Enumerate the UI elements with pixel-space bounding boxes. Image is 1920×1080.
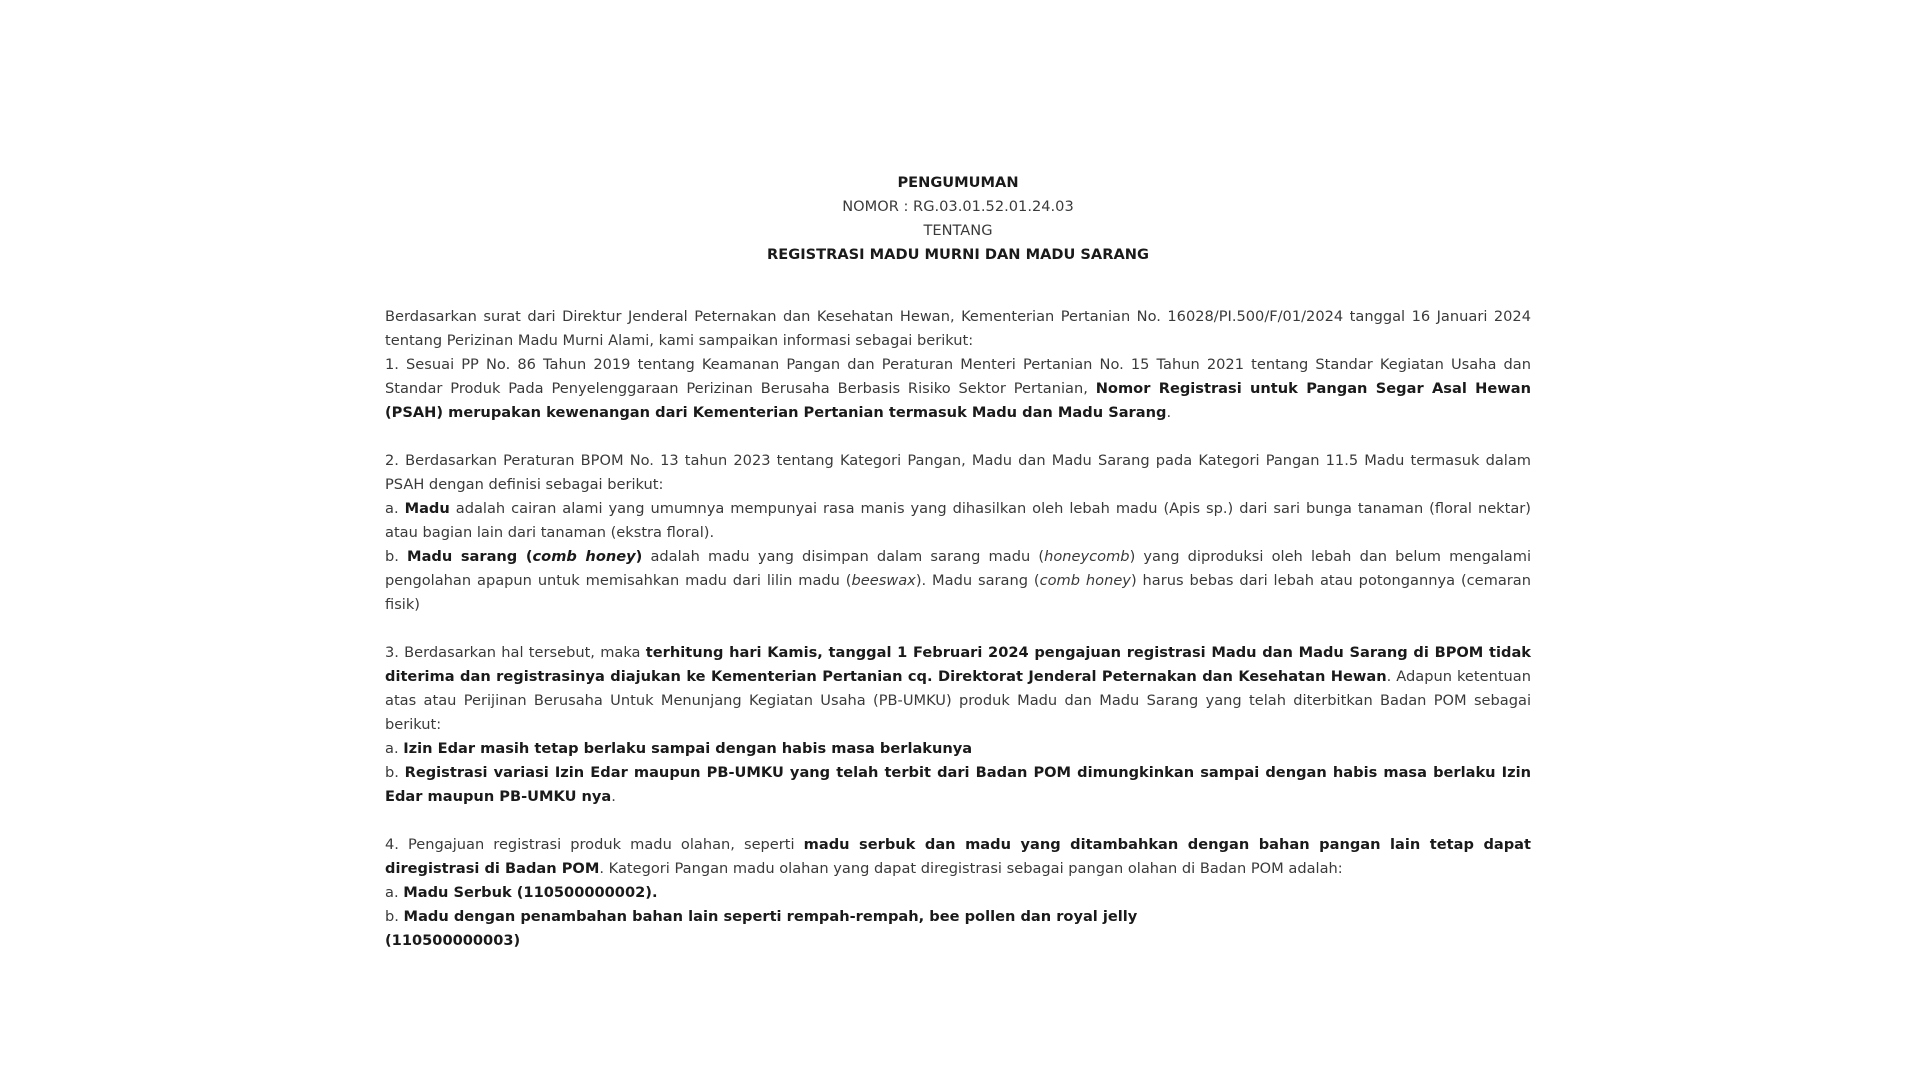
point-2-b-term-1: Madu sarang ( <box>407 548 533 565</box>
point-1-text: 1. Sesuai PP No. 86 Tahun 2019 tentang Keamanan Pangan dan Peraturan Menteri Pertanian No. 15 Tahun 2021 tentang Standar Kegiatan Usaha dan Standar Produk Pada Penyelenggaraan Perizinan Berusaha Berbasis Risiko Sektor Pertanian, <box>385 356 1531 397</box>
point-2-b-text-4: ) harus bebas dari lebah atau potongannya (cemaran fisik) <box>385 572 1531 613</box>
point-4-a <box>385 881 1531 905</box>
point-4-b-prefix: b. <box>385 908 404 925</box>
point-3-b-prefix: b. <box>385 764 405 781</box>
point-2-b-text-1: adalah madu yang disimpan dalam sarang madu ( <box>642 548 1045 565</box>
point-4-b-code-text: (110500000003) <box>385 932 521 949</box>
point-2-b-term-2: ) <box>635 548 643 565</box>
point-3-a-prefix: a. <box>385 740 404 757</box>
point-4-bold: madu serbuk dan madu yang ditambahkan dengan bahan pangan lain tetap dapat diregistrasi di Badan POM <box>385 836 1532 877</box>
point-2-a-prefix: a. <box>385 500 405 517</box>
announcement-number: NOMOR : RG.03.01.52.01.24.03 <box>842 198 1074 215</box>
announcement-body <box>385 305 1531 953</box>
announcement-about: TENTANG <box>923 222 993 239</box>
point-2-a-term: Madu <box>404 500 450 517</box>
point-2-b-italic-3: comb honey <box>1039 572 1131 589</box>
intro-paragraph: Berdasarkan surat dari Direktur Jenderal Peternakan dan Kesehatan Hewan, Kementerian Pertanian No. 16028/PI.500/F/01/2024 tanggal 16 Januari 2024 tentang Perizinan Madu Murni Alami, kami sampaikan informasi sebagai berikut: <box>385 308 1531 349</box>
point-1 <box>385 353 1531 425</box>
announcement-document <box>385 171 1531 953</box>
point-4-text-2: . Kategori Pangan madu olahan yang dapat diregistrasi sebagai pangan olahan di Badan POM adalah: <box>599 860 1343 877</box>
point-1-bold: Nomor Registrasi untuk Pangan Segar Asal Hewan (PSAH) merupakan kewenangan dari Kementerian Pertanian termasuk Madu dan Madu Sarang <box>385 380 1531 421</box>
point-3-a-bold: Izin Edar masih tetap berlaku sampai dengan habis masa berlakunya <box>403 740 973 757</box>
point-3-b-bold: Registrasi variasi Izin Edar maupun PB-UMKU yang telah terbit dari Badan POM dimungkinkan sampai dengan habis masa berlaku Izin Edar maupun PB-UMKU nya <box>385 764 1531 805</box>
point-4-b-code <box>385 929 1531 953</box>
announcement-header <box>385 171 1531 267</box>
point-3-bold: terhitung hari Kamis, tanggal 1 Februari 2024 pengajuan registrasi Madu dan Madu Sarang di BPOM tidak diterima dan registrasinya diajukan ke Kementerian Pertanian cq. Direktorat Jenderal Peternakan dan Kesehatan Hewan <box>385 644 1531 685</box>
point-2-b-italic-2: beeswax <box>851 572 916 589</box>
point-2-b-italic-1: honeycomb <box>1044 548 1130 565</box>
point-3-text-2: . Adapun ketentuan atas atau Perijinan Berusaha Untuk Menunjang Kegiatan Usaha (PB-UMKU) produk Madu dan Madu Sarang yang telah diterbitkan Badan POM sebagai berikut: <box>385 668 1531 733</box>
point-1-end: . <box>1166 404 1172 421</box>
point-4-a-prefix: a. <box>385 884 404 901</box>
point-3-text-1: 3. Berdasarkan hal tersebut, maka <box>385 644 646 661</box>
point-2-b-prefix: b. <box>385 548 408 565</box>
point-2-b-text-3: ). Madu sarang ( <box>915 572 1040 589</box>
point-4 <box>385 833 1531 881</box>
point-2-a <box>385 497 1531 545</box>
point-3-b <box>385 761 1531 809</box>
point-2-a-text: adalah cairan alami yang umumnya mempunyai rasa manis yang dihasilkan oleh lebah madu (Apis sp.) dari sari bunga tanaman (floral nektar) atau bagian lain dari tanaman (ekstra floral). <box>385 500 1531 541</box>
point-2-b-term <box>407 548 642 565</box>
point-4-b <box>385 905 1531 929</box>
point-3 <box>385 641 1531 737</box>
point-3-b-end: . <box>611 788 616 805</box>
announcement-subject: REGISTRASI MADU MURNI DAN MADU SARANG <box>767 246 1149 263</box>
point-2-b-text-2: ) yang diproduksi oleh lebah dan belum mengalami pengolahan apapun untuk memisahkan madu dari lilin madu ( <box>385 548 1531 589</box>
point-4-b-bold: Madu dengan penambahan bahan lain seperti rempah-rempah, bee pollen dan royal jelly <box>403 908 1138 925</box>
point-3-a <box>385 737 1531 761</box>
announcement-title: PENGUMUMAN <box>897 174 1019 191</box>
point-2: 2. Berdasarkan Peraturan BPOM No. 13 tahun 2023 tentang Kategori Pangan, Madu dan Madu Sarang pada Kategori Pangan 11.5 Madu termasuk dalam PSAH dengan definisi sebagai berikut: <box>385 452 1531 493</box>
point-2-b-term-italic: comb honey <box>532 548 636 565</box>
point-2-b <box>385 545 1531 617</box>
point-4-text-1: 4. Pengajuan registrasi produk madu olahan, seperti <box>385 836 804 853</box>
point-4-a-bold: Madu Serbuk (110500000002). <box>403 884 658 901</box>
